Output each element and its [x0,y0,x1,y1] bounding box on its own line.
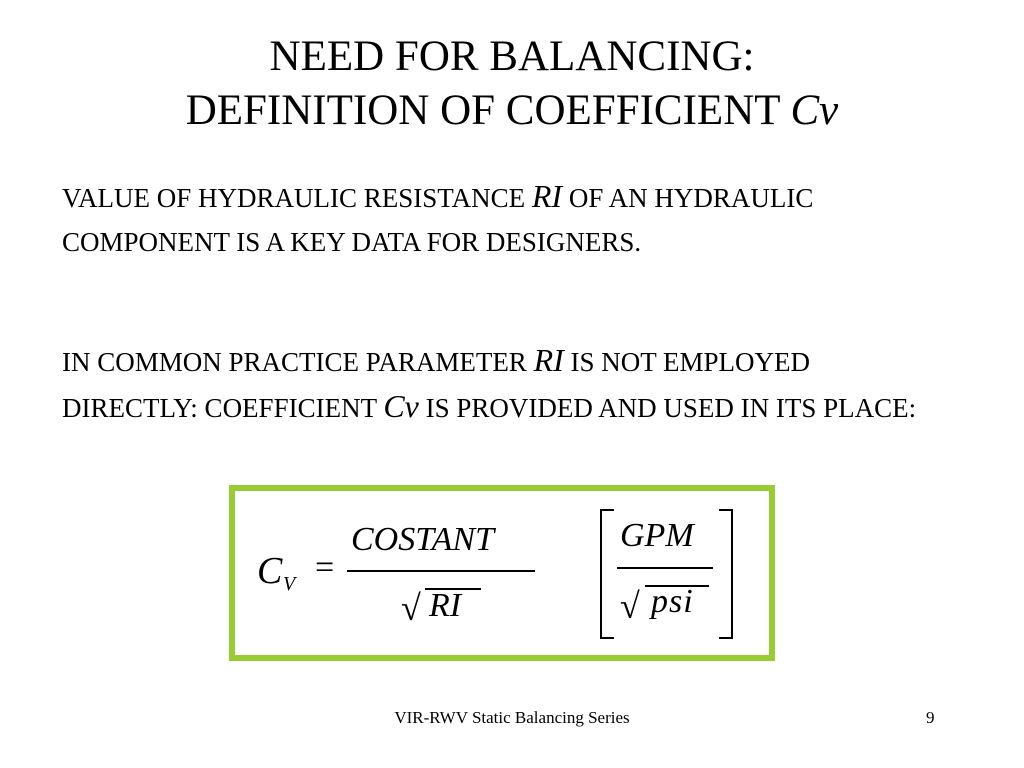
paragraph1-text-a: VALUE OF HYDRAULIC RESISTANCE [62,183,532,213]
unit-sqrt-icon: √ [620,586,640,626]
formula-lhs-subscript: V [283,573,296,595]
title-cv-symbol: Cv [790,87,839,134]
unit-fraction-bar [617,567,713,569]
paragraph2-cv-symbol: Cv [383,388,419,424]
page-number: 9 [926,708,935,727]
paragraph1-ri-symbol: RI [531,178,563,214]
footer-series-title: VIR-RWV Static Balancing Series [394,708,630,727]
formula-sqrt-icon: √ [401,588,421,628]
unit-numerator: GPM [620,517,694,554]
slide-title [0,30,1024,138]
paragraph2-text-c: IS PROVIDED AND USED IN ITS PLACE: [418,393,917,423]
paragraph2-ri-symbol: RI [533,342,564,378]
paragraph1-text-b: OF AN HYDRAULIC COMPONENT IS A KEY DATA FOR DESIGNERS. [62,183,814,257]
unit-denominator: psi [651,583,694,620]
formula-denominator: RI [429,587,462,624]
formula-numerator: COSTANT [351,521,494,558]
formula-box [229,485,775,661]
paragraph2-text-b: IS NOT EMPLOYED DIRECTLY: COEFFICIENT [62,347,811,423]
unit-left-bracket [600,509,614,639]
paragraph-hydraulic-resistance [62,174,942,264]
title-line-2 [0,84,1024,138]
unit-right-bracket [719,509,733,639]
formula-lhs-c: C [257,550,283,592]
title-line-1: NEED FOR BALANCING: [269,33,755,80]
formula-equals-sign: = [315,549,335,586]
paragraph2-text-a: IN COMMON PRACTICE PARAMETER [62,347,534,377]
formula-fraction-bar [347,570,535,572]
title-line-2-text: DEFINITION OF COEFFICIENT [185,87,791,134]
paragraph-common-practice [62,338,942,430]
